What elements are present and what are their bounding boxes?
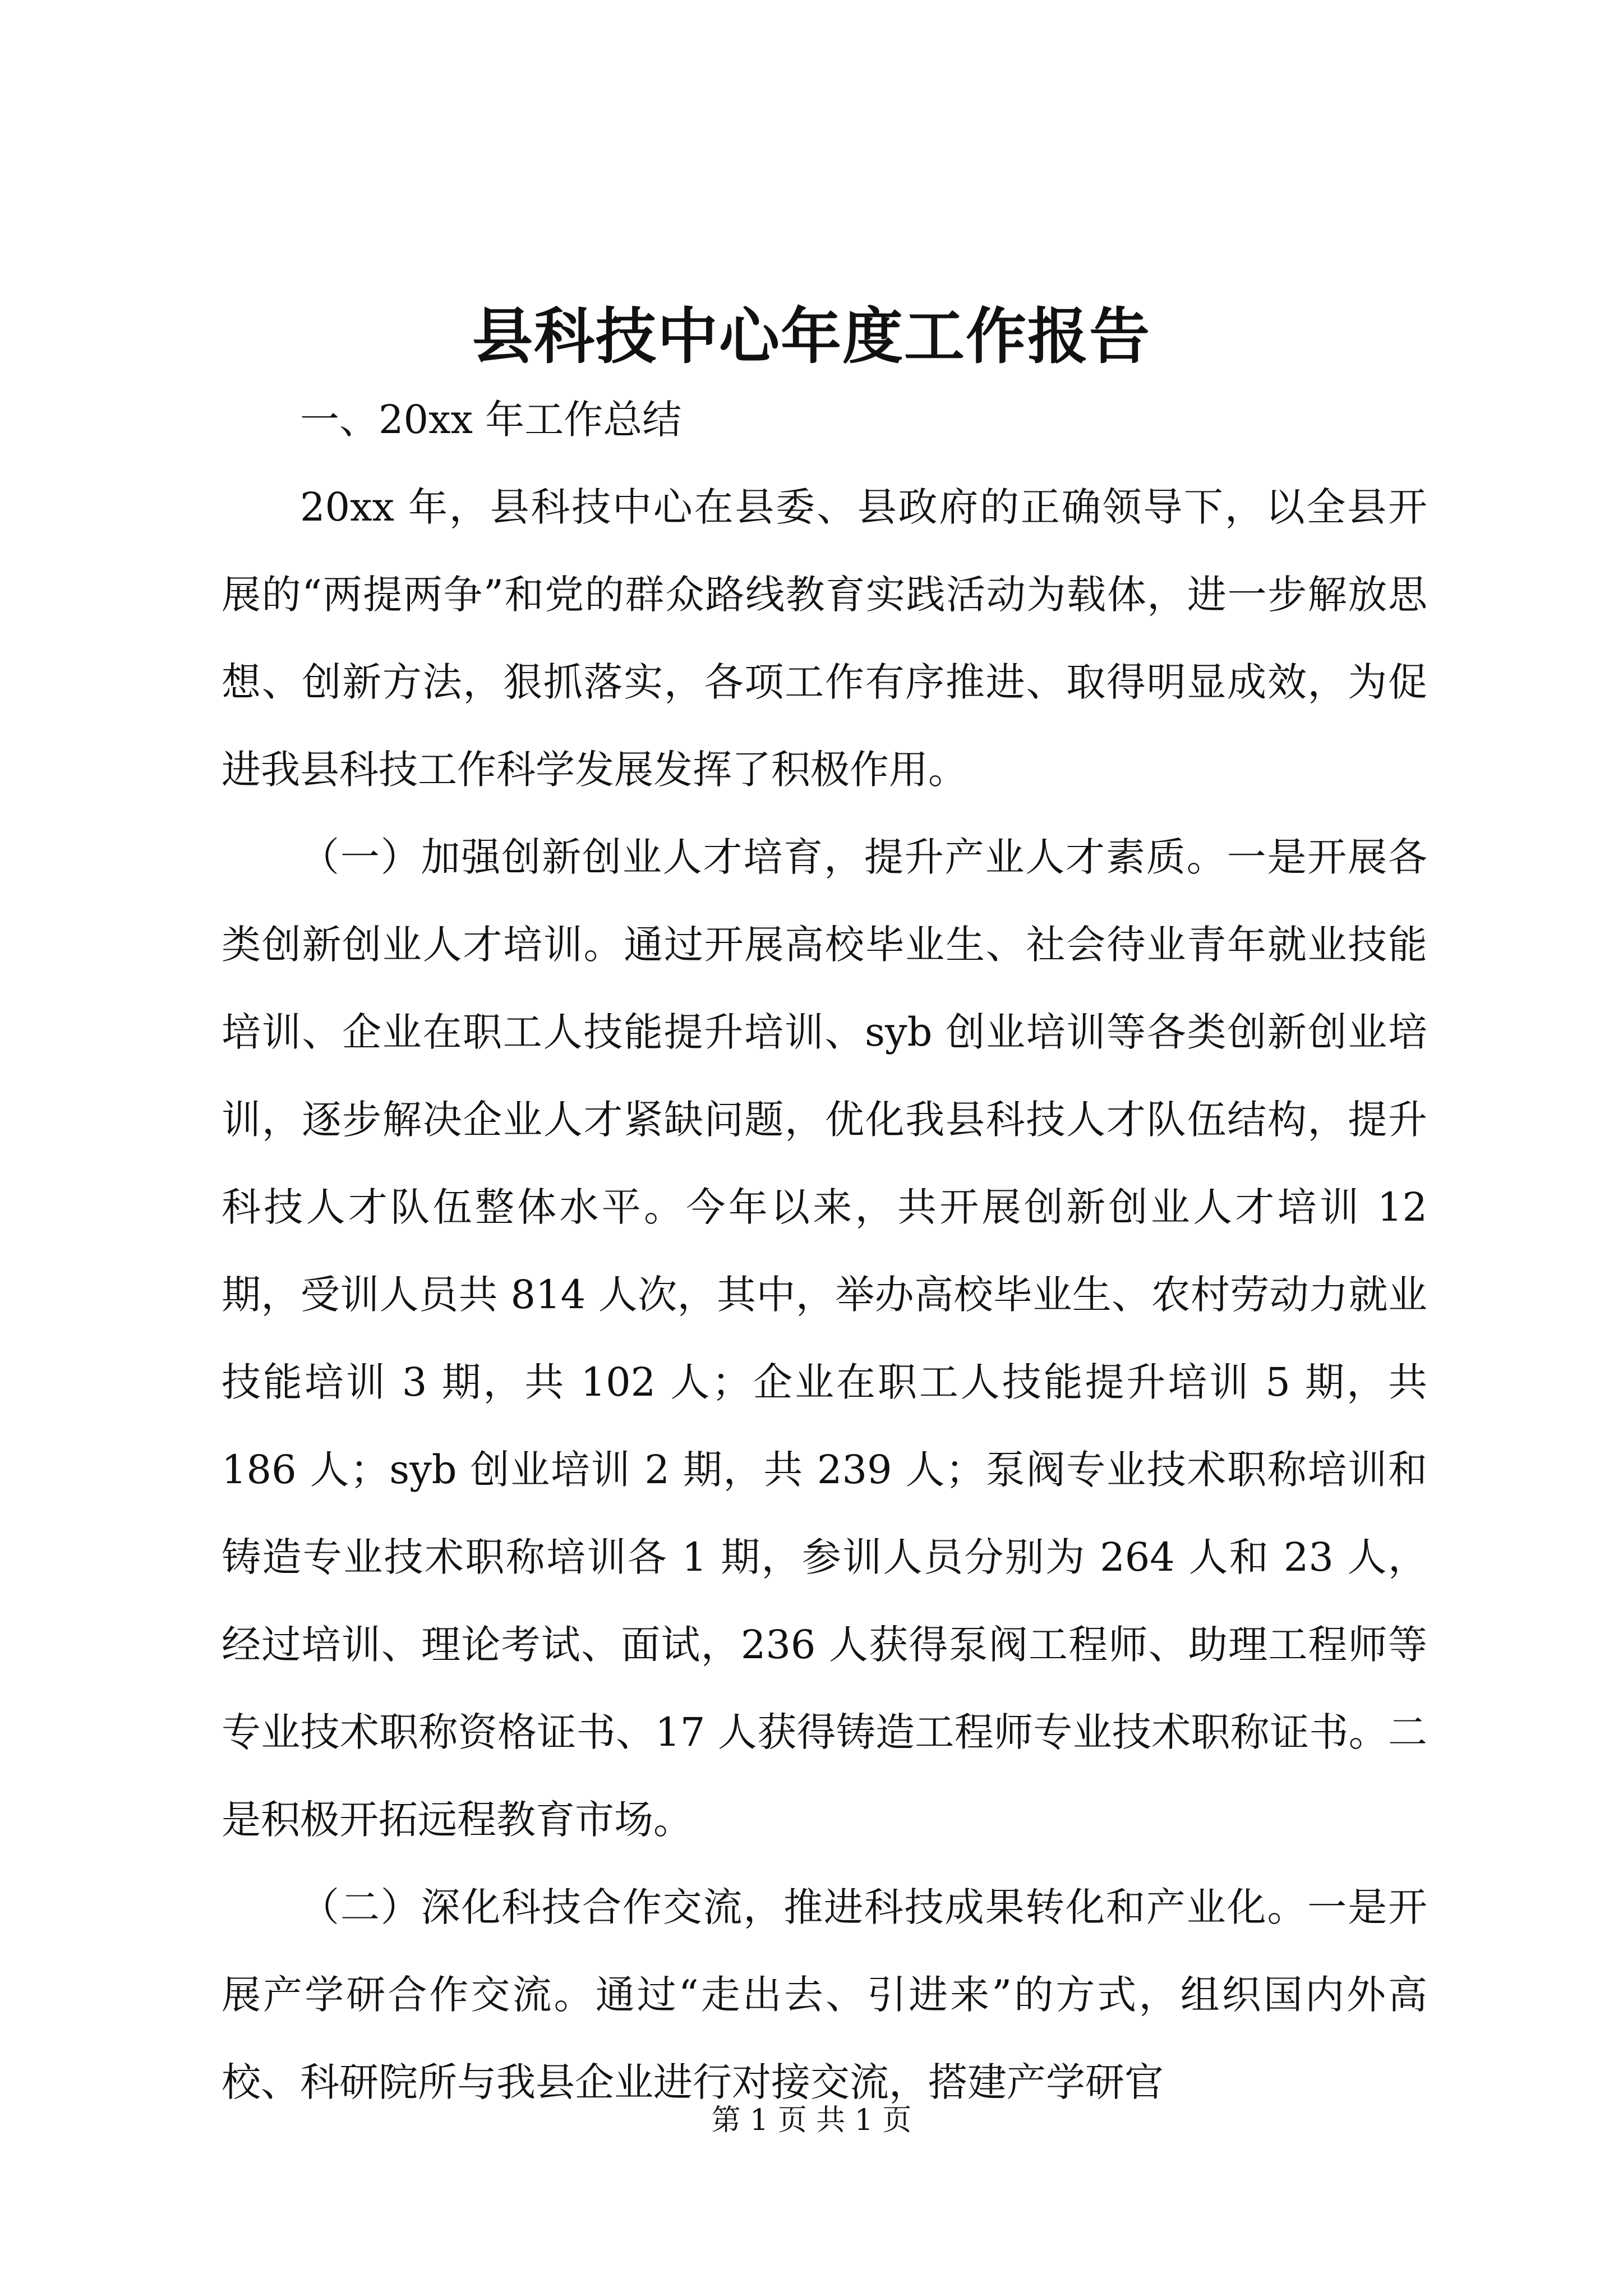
document-title: 县科技中心年度工作报告 bbox=[472, 301, 1151, 372]
paragraph-talent-training: （一）加强创新创业人才培育，提升产业人才素质。一是开展各类创新创业人才培训。通过开展高校毕业生、社会待业青年就业技能培训、企业在职工人技能提升培训、syb 创业培训等各类创新创业培训，逐步解决企业人才紧缺问题，优化我县科技人才队伍结构，提升科技人才队伍整体水平。今年以来，共开展创新创业人才培训 12 期，受训人员共 814 人次，其中，举办高校毕业生、农村劳动力就业技能培训 3 期，共 102 人；企业在职工人技能提升培训 5 期，共 186 人；syb 创业培训 2 期，共 239 人；泵阀专业技术职称培训和铸造专业技术职称培训各 1 期，参训人员分别为 264 人和 23 人，经过培训、理论考试、面试，236 人获得泵阀工程师、助理工程师等专业技术职称资格证书、17 人获得铸造工程师专业技术职称证书。二是积极开拓远程教育市场。 bbox=[222, 834, 1427, 1843]
document-body bbox=[222, 376, 1427, 2126]
page-footer: 第 1 页 共 1 页 bbox=[711, 2104, 912, 2137]
paragraph-intro: 20xx 年，县科技中心在县委、县政府的正确领导下，以全县开展的“两提两争”和党的群众路线教育实践活动为载体，进一步解放思想、创新方法，狠抓落实，各项工作有序推进、取得明显成效，为促进我县科技工作科学发展发挥了积极作用。 bbox=[222, 484, 1427, 793]
section-heading: 一、20xx 年工作总结 bbox=[300, 397, 682, 443]
paragraph-tech-cooperation: （二）深化科技合作交流，推进科技成果转化和产业化。一是开展产学研合作交流。通过“走出去、引进来”的方式，组织国内外高校、科研院所与我县企业进行对接交流，搭建产学研官 bbox=[222, 1884, 1427, 2105]
